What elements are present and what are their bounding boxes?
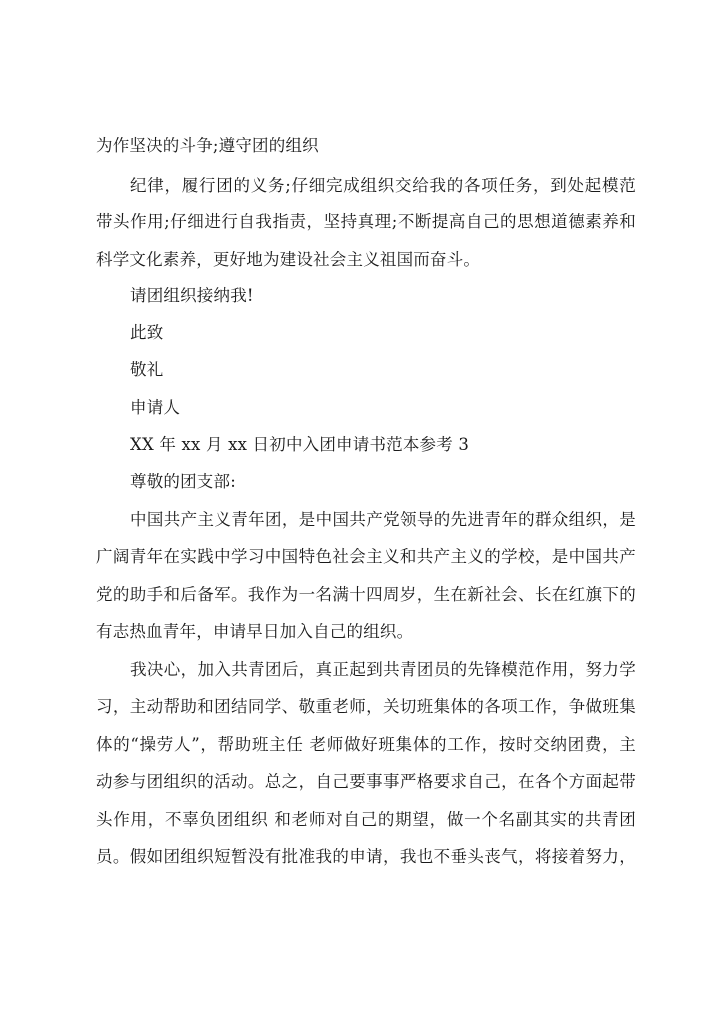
text-line-3: 带头作用;仔细进行自我指责，坚持真理;不断提高自己的思想道德素养和 — [96, 212, 636, 231]
text-line-20: 员。假如团组织短暂没有批准我的申请，我也不垂头丧气，将接着努力， — [96, 847, 636, 866]
text-line-2: 纪律，履行团的义务;仔细完成组织交给我的各项任务，到处起模范 — [130, 176, 636, 195]
section-heading: XX 年 xx 月 xx 日初中入团申请书范本参考 3 — [130, 435, 470, 454]
salutation-line: 此致 — [130, 323, 164, 342]
text-line-5: 请团组织接纳我! — [130, 286, 254, 305]
text-line-14: 有志热血青年，申请早日加入自己的组织。 — [96, 622, 414, 641]
text-line-17: 体的“操劳人”，帮助班主任 老师做好班集体的工作，按时交纳团费，主 — [96, 735, 636, 754]
text-line-16: 习，主动帮助和团结同学、敬重老师，关切班集体的各项工作，争做班集 — [96, 697, 636, 716]
regards-line: 敬礼 — [130, 360, 164, 379]
text-line-4: 科学文化素养，更好地为建设社会主义祖国而奋斗。 — [96, 250, 481, 269]
text-line-18: 动参与团组织的活动。总之，自己要事事严格要求自己，在各个方面起带 — [96, 772, 636, 791]
text-line-15: 我决心，加入共青团后，真正起到共青团员的先锋模范作用，努力学 — [130, 660, 636, 679]
text-line-19: 头作用，不辜负团组织 和老师对自己的期望，做一个名副其实的共青团 — [96, 810, 636, 829]
text-line-12: 广阔青年在实践中学习中国特色社会主义和共产主义的学校，是中国共产 — [96, 547, 636, 566]
text-line-11: 中国共产主义青年团，是中国共产党领导的先进青年的群众组织，是 — [130, 510, 636, 529]
applicant-line: 申请人 — [130, 398, 181, 417]
text-line-1: 为作坚决的斗争;遵守团的组织 — [96, 136, 319, 155]
greeting-line: 尊敬的团支部: — [130, 472, 236, 491]
text-line-13: 党的助手和后备军。我作为一名满十四周岁，生在新社会、长在红旗下的 — [96, 585, 636, 604]
